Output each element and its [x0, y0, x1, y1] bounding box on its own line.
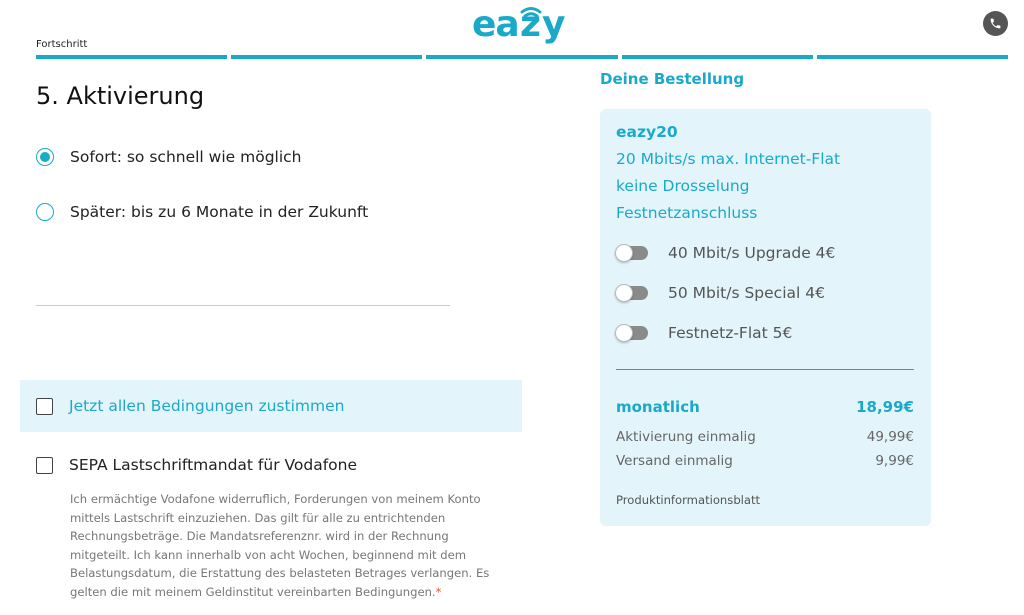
section-title: 5. Aktivierung: [36, 82, 205, 110]
header: [0, 0, 1024, 60]
svg-text:ea: ea: [472, 4, 519, 44]
progress-step-4: [622, 55, 813, 59]
required-asterisk: *: [435, 584, 442, 599]
radio-option-sofort[interactable]: [36, 148, 302, 166]
shipping-price: 9,99€: [875, 453, 914, 469]
option-label: 40 Mbit/s Upgrade 4€: [668, 244, 836, 262]
price-row-shipping: [616, 453, 914, 469]
option-label: Festnetz-Flat 5€: [668, 324, 793, 342]
option-row-special-50[interactable]: [616, 284, 825, 302]
consent-all-checkbox[interactable]: [36, 398, 53, 415]
option-label: 50 Mbit/s Special 4€: [668, 284, 825, 302]
feature-line: Festnetzanschluss: [616, 204, 758, 222]
progress-bar: [36, 55, 1008, 59]
radio-selected-dot: [40, 152, 50, 162]
activation-fee-label: Aktivierung einmalig: [616, 429, 756, 445]
radio-option-spaeter[interactable]: [36, 203, 368, 221]
monthly-label: monatlich: [616, 398, 700, 416]
option-row-festnetz-flat[interactable]: [616, 324, 792, 342]
radio-sofort[interactable]: [36, 148, 54, 166]
consent-all-label: Jetzt allen Bedingungen zustimmen: [69, 397, 345, 415]
progress-label: Fortschritt: [36, 39, 88, 50]
toggle-festnetz-flat[interactable]: [616, 326, 648, 340]
radio-label-spaeter: Später: bis zu 6 Monate in der Zukunft: [70, 203, 369, 221]
eazy-logo-mark: [470, 2, 574, 44]
sepa-mandate-text: [70, 490, 510, 601]
eazy-logo[interactable]: [470, 2, 574, 44]
svg-text:z: z: [520, 4, 541, 44]
activation-fee-price: 49,99€: [866, 429, 914, 445]
toggle-knob: [615, 244, 633, 262]
order-summary-card: [600, 109, 931, 526]
toggle-special-50[interactable]: [616, 286, 648, 300]
progress-step-5: [817, 55, 1008, 59]
monthly-price: 18,99€: [856, 398, 914, 416]
toggle-knob: [615, 284, 633, 302]
phone-icon: [989, 17, 1002, 30]
product-name: eazy20: [616, 123, 678, 141]
card-divider: [616, 369, 914, 370]
sepa-row[interactable]: [36, 456, 357, 474]
feature-line: keine Drosselung: [616, 177, 750, 195]
sepa-mandate-body: Ich ermächtige Vodafone widerruflich, Forderungen von meinem Konto mittels Lastschrift einzuziehen. Das gilt für alle zu entrichtenden Rechnungsbeträge. Die Mandatsreferenznr. wird in der Rechnung mitgeteilt. Ich kann innerhalb von acht Wochen, beginnend mit dem Belastungsdatum, die Erstattung des belasteten Betrages verlangen. Es gelten die mit meinem Geldinstitut vereinbarten Bedingungen.: [70, 492, 490, 599]
progress-step-1: [36, 55, 227, 59]
option-row-upgrade-40[interactable]: [616, 244, 835, 262]
progress-step-2: [231, 55, 422, 59]
feature-line: 20 Mbits/s max. Internet-Flat: [616, 150, 841, 168]
radio-label-sofort: Sofort: so schnell wie möglich: [70, 148, 302, 166]
radio-spaeter[interactable]: [36, 203, 54, 221]
order-heading: Deine Bestellung: [600, 70, 745, 88]
date-input-underline[interactable]: [36, 305, 450, 306]
toggle-upgrade-40[interactable]: [616, 246, 648, 260]
price-row-activation: [616, 429, 914, 445]
progress-step-3: [426, 55, 617, 59]
toggle-knob: [615, 324, 633, 342]
sepa-label: SEPA Lastschriftmandat für Vodafone: [69, 456, 358, 474]
shipping-label: Versand einmalig: [616, 453, 733, 469]
sepa-checkbox[interactable]: [36, 457, 53, 474]
price-row-monthly: [616, 398, 914, 416]
svg-text:y: y: [542, 4, 566, 44]
phone-button[interactable]: [983, 11, 1008, 36]
consent-all-row[interactable]: [20, 380, 522, 432]
product-info-link[interactable]: Produktinformationsblatt: [616, 493, 761, 507]
